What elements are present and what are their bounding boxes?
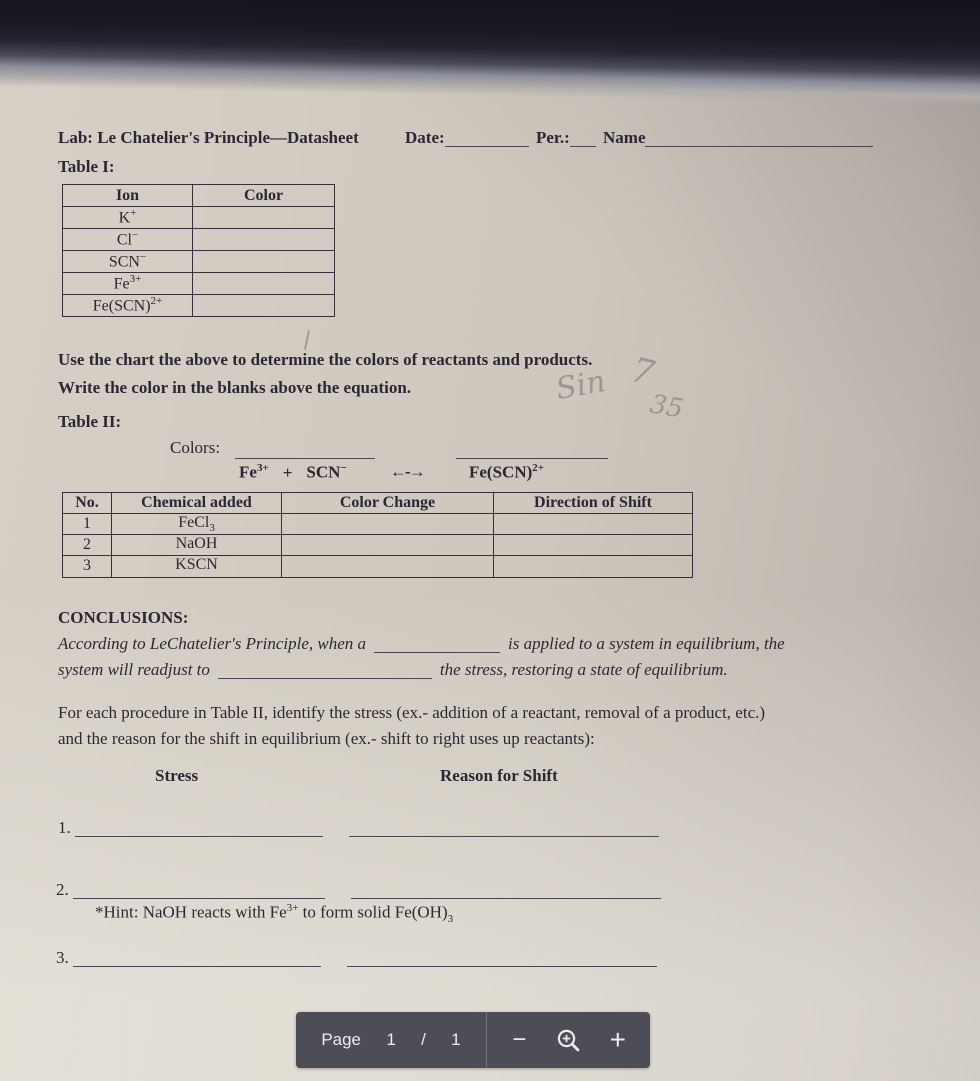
color-cell-blank: [193, 251, 335, 273]
equation-rhs: Fe(SCN)$^{2+}$: [469, 462, 545, 482]
colors-line: [58, 438, 938, 462]
instructions-line2: Write the color in the blanks above the equation.: [58, 378, 412, 397]
table-row: [63, 535, 693, 556]
reason-blank-2: [351, 880, 661, 899]
answer-line-3: [56, 948, 657, 968]
ion-cell: Cl−: [63, 229, 193, 251]
procedure-table: [62, 492, 693, 578]
row-number-cell: 2: [63, 535, 112, 556]
page-indicator: [296, 1012, 487, 1068]
instructions-paragraph: [58, 346, 938, 402]
procedure-note: [58, 700, 953, 752]
item-number: 1.: [58, 818, 71, 837]
name-blank: [645, 128, 873, 147]
document-header: [58, 128, 938, 154]
reason-header: Reason for Shift: [440, 766, 558, 785]
hint-text: *Hint: NaOH reacts with $Fe^{3+}$ to form solid $Fe(OH)_3$: [95, 902, 454, 926]
procedure-note-line1: For each procedure in Table II, identify the stress (ex.- addition of a reactant, removal of a product, etc.): [58, 703, 766, 722]
screen-top-shadow: [0, 0, 980, 106]
page-separator: /: [421, 1030, 426, 1049]
handwritten-mark: 7: [627, 349, 659, 395]
table1-header-ion: Ion: [63, 185, 193, 207]
colorchange-cell-blank: [282, 514, 494, 535]
name-field: [603, 128, 873, 148]
page-title: Lab: Le Chatelier's Principle—Datasheet: [58, 128, 359, 147]
item-number: 3.: [56, 948, 69, 967]
magnifier-plus-icon: [555, 1027, 582, 1054]
color-cell-blank: [193, 229, 335, 251]
table-row: [63, 514, 693, 535]
answer-line-1: [58, 818, 659, 838]
name-label: Name: [603, 128, 646, 147]
page-label: Page: [321, 1030, 362, 1049]
current-page[interactable]: 1: [386, 1030, 396, 1049]
table2-header-chemical: Chemical added: [112, 493, 282, 514]
shift-cell-blank: [494, 556, 693, 577]
table-row: [63, 185, 335, 207]
color-cell-blank: [193, 273, 335, 295]
table-row: [63, 556, 693, 577]
product-color-blank: [456, 440, 608, 459]
colorchange-cell-blank: [282, 556, 494, 577]
table2-header-no: No.: [63, 493, 112, 514]
conclusion-blank1: [374, 634, 500, 653]
ion-cell: SCN−: [63, 251, 193, 273]
zoom-in-button[interactable]: +: [609, 1024, 626, 1055]
table1-caption: Table I:: [58, 157, 115, 176]
color-cell-blank: [193, 207, 335, 229]
plus-sign: +: [282, 462, 293, 482]
color-cell-blank: [193, 295, 335, 317]
row-number-cell: 1: [63, 514, 112, 535]
ion-cell: Fe(SCN)$^{2+}$: [63, 295, 193, 317]
period-blank: [570, 128, 596, 147]
colors-label: Colors:: [170, 438, 221, 457]
conclusions-line1: According to LeChatelier's Principle, when a is applied to a system in equilibrium, the: [58, 634, 785, 653]
reason-blank-3: [347, 948, 657, 967]
handwritten-mark: 35: [647, 389, 686, 425]
period-label: Per.:: [536, 128, 570, 147]
conclusions-line2: system will readjust to the stress, restoring a state of equilibrium.: [58, 660, 728, 679]
ion-cell: K+: [63, 207, 193, 229]
table1-header-color: Color: [193, 185, 335, 207]
chemical-cell: NaOH: [112, 535, 282, 556]
stress-blank-1: [75, 818, 323, 837]
zoom-in-magnifier-icon[interactable]: [552, 1023, 586, 1057]
period-field: [536, 128, 596, 148]
zoom-out-button[interactable]: −: [512, 1026, 527, 1053]
pdf-viewer-toolbar: [296, 1012, 650, 1068]
shift-cell-blank: [494, 514, 693, 535]
conclusion-blank2: [218, 660, 432, 679]
chemical-cell: KSCN: [112, 556, 282, 577]
handwritten-mark: Sin: [553, 363, 609, 408]
shift-cell-blank: [494, 535, 693, 556]
table-row: [63, 493, 693, 514]
zoom-controls: [487, 1012, 650, 1068]
stress-header: Stress: [155, 766, 199, 785]
answer-line-2: [56, 880, 661, 900]
table2-header-colorchange: Color Change: [282, 493, 494, 514]
table-row: [63, 251, 335, 273]
conclusions-heading: CONCLUSIONS:: [58, 608, 189, 627]
instructions-line1: Use the chart the above to determine the colors of reactants and products.: [58, 350, 593, 369]
reason-blank-1: [349, 818, 659, 837]
table-row: [63, 295, 335, 317]
table-row: [63, 273, 335, 295]
colorchange-cell-blank: [282, 535, 494, 556]
reactant-color-blank: [235, 440, 375, 459]
procedure-note-line2: and the reason for the shift in equilibrium (ex.- shift to right uses up reactants):: [58, 729, 595, 748]
answer-column-headers: [58, 766, 938, 788]
date-field: [405, 128, 529, 148]
equilibrium-equation: [58, 462, 938, 486]
table-row: [63, 207, 335, 229]
row-number-cell: 3: [63, 556, 112, 577]
date-label: Date:: [405, 128, 445, 147]
date-blank: [445, 128, 529, 147]
table-row: [63, 229, 335, 251]
ion-cell: $Fe^{3+}$: [63, 273, 193, 295]
stress-blank-3: [73, 948, 321, 967]
equation-lhs: $Fe^{3+} + SCN^-$: [239, 462, 347, 482]
total-pages: 1: [451, 1030, 461, 1049]
table2-caption: Table II:: [58, 412, 122, 431]
double-arrow-icon: ←-→: [390, 462, 424, 481]
ion-color-table: [62, 184, 335, 317]
chemical-cell: FeCl$_3$: [112, 514, 282, 535]
table2-header-shift: Direction of Shift: [494, 493, 693, 514]
stress-blank-2: [73, 880, 325, 899]
item-number: 2.: [56, 880, 69, 899]
